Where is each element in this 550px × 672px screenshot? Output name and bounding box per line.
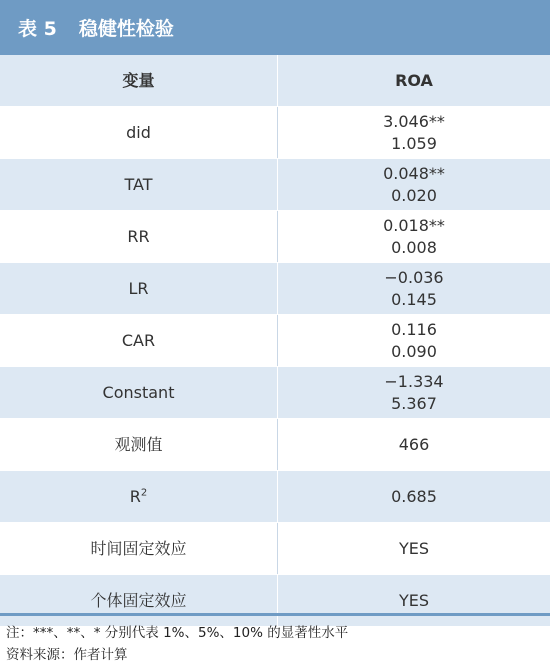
regression-table: [0, 55, 550, 627]
stat-label: 时间固定效应: [90, 538, 187, 558]
standard-error: 1.059: [391, 133, 437, 153]
stat-label: 个体固定效应: [90, 590, 187, 610]
table-row: [0, 367, 550, 419]
row-values: [277, 211, 550, 262]
row-variable: LR: [128, 278, 149, 298]
stat-label: 观测值: [114, 434, 163, 454]
table-header-row: [0, 55, 550, 107]
stat-value: 0.685: [277, 471, 550, 522]
stat-value: 466: [277, 419, 550, 470]
coefficient: 0.018**: [383, 215, 445, 235]
row-values: [277, 107, 550, 158]
standard-error: 0.008: [391, 237, 437, 257]
stat-label: [0, 471, 277, 522]
source-note: 资料来源：作者计算: [6, 647, 128, 663]
table-row: [0, 159, 550, 211]
row-values: [277, 159, 550, 210]
standard-error: 0.020: [391, 185, 437, 205]
coefficient: 0.048**: [383, 163, 445, 183]
row-variable: RR: [127, 226, 150, 246]
row-values: [277, 263, 550, 314]
coefficient: 0.116: [391, 319, 437, 339]
table-row: [0, 107, 550, 159]
table-row: [0, 315, 550, 367]
row-values: [277, 367, 550, 418]
row-variable: Constant: [102, 382, 175, 402]
superscript: 2: [140, 487, 148, 499]
table-title-bar: [0, 0, 550, 55]
header-variable: 变量: [122, 70, 155, 90]
row-variable: CAR: [121, 330, 156, 350]
r-squared-label: R: [129, 486, 141, 506]
coefficient: 3.046**: [383, 111, 445, 131]
table-row-time-fe: [0, 523, 550, 575]
table-row-r-squared: [0, 471, 550, 523]
table-row: [0, 263, 550, 315]
row-values: [277, 315, 550, 366]
row-variable: did: [126, 122, 151, 142]
table-number: 表 5: [18, 18, 57, 40]
table-row-observations: [0, 419, 550, 471]
standard-error: 0.090: [391, 341, 437, 361]
coefficient: −0.036: [384, 267, 444, 287]
table-title: 稳健性检验: [78, 18, 174, 40]
significance-note: 注：***、**、* 分别代表 1%、5%、10% 的显著性水平: [6, 625, 349, 641]
coefficient: −1.334: [384, 371, 444, 391]
row-variable: TAT: [124, 174, 153, 194]
header-roa: ROA: [277, 55, 550, 106]
standard-error: 0.145: [391, 289, 437, 309]
stat-value: YES: [277, 523, 550, 574]
table-row-individual-fe: [0, 575, 550, 627]
table-row: [0, 211, 550, 263]
table-bottom-rule: [0, 613, 550, 616]
standard-error: 5.367: [391, 393, 437, 413]
stat-value: YES: [277, 575, 550, 626]
